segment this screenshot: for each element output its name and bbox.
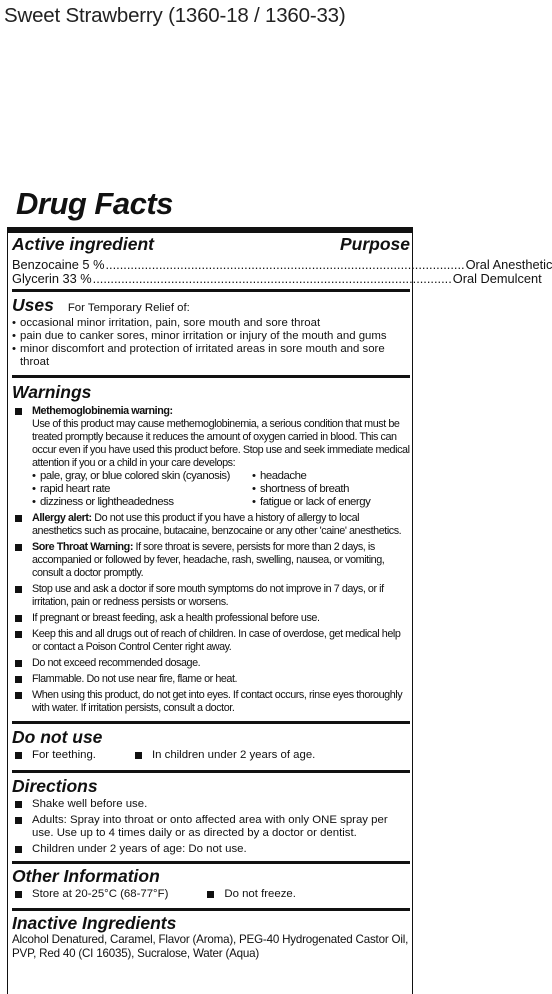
- list-item: Adults: Spray into throat or onto affected area with only ONE spray per use. Use up to 4 times daily or as directed by a doctor or dentist.: [12, 814, 410, 840]
- do-not-use-list: [12, 749, 410, 765]
- list-item: • pale, gray, or blue colored skin (cyanosis): [32, 470, 252, 483]
- drug-facts-content: [12, 234, 552, 961]
- active-purpose: Oral Anesthetic: [465, 257, 552, 272]
- warning-label: Sore Throat Warning:: [32, 541, 133, 553]
- dot-leader: .....................................................................................................: [92, 271, 452, 286]
- active-row: [12, 271, 542, 286]
- product-title: Sweet Strawberry (1360-18 / 1360-33): [4, 4, 346, 27]
- uses-header: [12, 295, 410, 315]
- list-item: In children under 2 years of age.: [132, 749, 315, 762]
- list-item: Children under 2 years of age: Do not use.: [12, 843, 410, 856]
- active-ingredient-list: [12, 257, 552, 286]
- other-information-list: [12, 888, 410, 904]
- list-item: Flammable. Do not use near fire, flame or heat.: [12, 673, 410, 686]
- list-item: • occasional minor irritation, pain, sore mouth and sore throat: [12, 317, 410, 330]
- list-item: • pain due to canker sores, minor irritation or injury of the mouth and gums: [12, 330, 410, 343]
- other-information-heading: Other Information: [12, 866, 160, 886]
- list-item: • fatigue or lack of energy: [252, 496, 412, 509]
- directions-list: [12, 798, 410, 856]
- section-divider: [12, 770, 410, 773]
- do-not-use-heading: Do not use: [12, 727, 103, 747]
- inactive-ingredients-heading: Inactive Ingredients: [12, 913, 177, 933]
- active-name: Glycerin 33 %: [12, 271, 92, 286]
- warning-text: If sore throat is severe, persists for more than 2 days, is accompanied or followed by fever, headache, rash, swelling, nausea, or vomiting, consult a doctor promptly.: [32, 541, 385, 579]
- active-purpose: Oral Demulcent: [452, 271, 542, 286]
- warning-label: Methemoglobinemia warning:: [32, 405, 173, 417]
- warning-text: Do not use this product if you have a history of allergy to local anesthetics such as procaine, butacaine, benzocaine or any other 'caine' anesthetics.: [32, 512, 402, 537]
- list-item: When using this product, do not get into eyes. If contact occurs, rinse eyes thoroughly with water. If irritation persists, consult a doctor.: [12, 689, 410, 715]
- section-divider: [12, 289, 410, 292]
- list-item: [12, 405, 410, 509]
- list-item: If pregnant or breast feeding, ask a health professional before use.: [12, 612, 410, 625]
- inactive-ingredients-text: Alcohol Denatured, Caramel, Flavor (Aroma), PEG-40 Hydrogenated Castor Oil, PVP, Red 40 (CI 16035), Sucralose, Water (Aqua): [12, 933, 409, 960]
- drug-facts-title: Drug Facts: [16, 186, 173, 221]
- list-item: Store at 20-25°C (68-77°F): [12, 888, 168, 901]
- warning-text: Use of this product may cause methemoglobinemia, a serious condition that must be treated promptly because it reduces the amount of oxygen carried in blood. This can occur even if you have used this product before. Stop use and seek immediate medical attention if you or a child in your care develops:: [32, 418, 410, 469]
- list-item: Shake well before use.: [12, 798, 410, 811]
- list-item: [12, 512, 410, 538]
- warning-label: Allergy alert:: [32, 512, 92, 524]
- warnings-list: [12, 405, 410, 715]
- uses-list: [12, 317, 410, 369]
- list-item: Do not exceed recommended dosage.: [12, 657, 410, 670]
- list-item: • headache: [252, 470, 412, 483]
- directions-heading: Directions: [12, 776, 98, 796]
- list-item: Do not freeze.: [204, 888, 296, 901]
- active-name: Benzocaine 5 %: [12, 257, 105, 272]
- active-ingredient-heading: Active ingredient: [12, 234, 154, 254]
- dot-leader: .....................................................................................................: [105, 257, 465, 272]
- purpose-heading: Purpose: [339, 234, 410, 254]
- symptom-list: [32, 470, 410, 509]
- section-divider: [12, 861, 410, 864]
- section-divider: [12, 375, 410, 378]
- active-row: [12, 257, 552, 272]
- section-divider: [12, 721, 410, 724]
- list-item: • rapid heart rate: [32, 483, 252, 496]
- uses-heading: Uses: [12, 295, 54, 315]
- list-item: For teething.: [12, 749, 96, 762]
- list-item: Stop use and ask a doctor if sore mouth symptoms do not improve in 7 days, or if irritation, pain or redness persists or worsens.: [12, 583, 410, 609]
- active-ingredient-header: [12, 234, 410, 254]
- section-divider: [12, 908, 410, 911]
- list-item: • shortness of breath: [252, 483, 412, 496]
- list-item: [12, 541, 410, 580]
- list-item: • dizziness or lightheadedness: [32, 496, 252, 509]
- list-item: • minor discomfort and protection of irritated areas in sore mouth and sore throat: [12, 343, 410, 369]
- list-item: Keep this and all drugs out of reach of children. In case of overdose, get medical help or contact a Poison Control Center right away.: [12, 628, 410, 654]
- warnings-heading: Warnings: [12, 382, 92, 402]
- uses-subheading: For Temporary Relief of:: [67, 302, 190, 314]
